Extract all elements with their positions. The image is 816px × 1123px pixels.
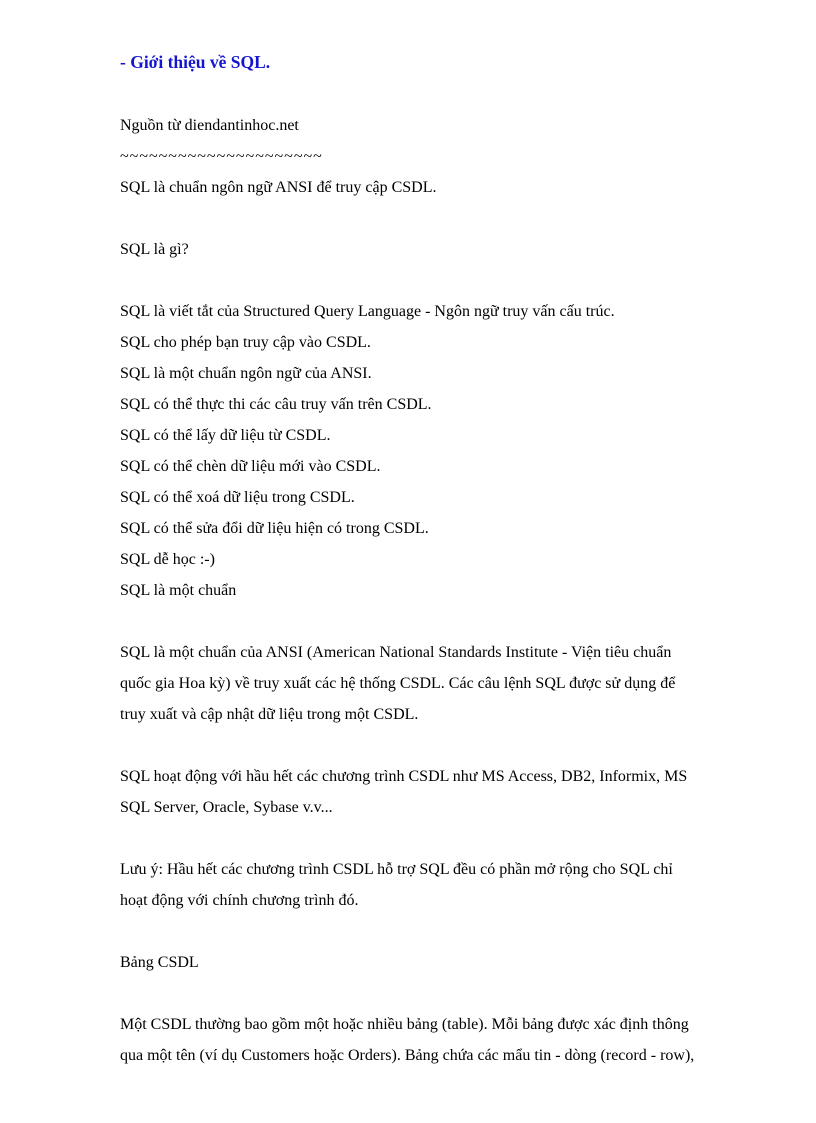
- intro-line: SQL là chuẩn ngôn ngữ ANSI để truy cập CSDL.: [120, 179, 437, 196]
- bullet-line: SQL có thể chèn dữ liệu mới vào CSDL.: [120, 458, 381, 475]
- bullet-line: SQL dễ học :-): [120, 551, 215, 568]
- bullet-line: SQL cho phép bạn truy cập vào CSDL.: [120, 334, 371, 351]
- section-heading-table: Bảng CSDL: [120, 954, 199, 971]
- document-title: - Giới thiệu về SQL.: [120, 52, 271, 72]
- bullet-line: SQL có thể sửa đổi dữ liệu hiện có trong CSDL.: [120, 520, 429, 537]
- bullet-line: SQL là viết tắt của Structured Query Language - Ngôn ngữ truy vấn cấu trúc.: [120, 303, 615, 320]
- question-line: SQL là gì?: [120, 241, 189, 258]
- separator-line: ~~~~~~~~~~~~~~~~~~~~~: [120, 148, 323, 165]
- bullet-line: SQL có thể thực thi các câu truy vấn trên CSDL.: [120, 396, 432, 413]
- bullet-line: SQL có thể xoá dữ liệu trong CSDL.: [120, 489, 355, 506]
- bullet-line: SQL có thể lấy dữ liệu từ CSDL.: [120, 427, 331, 444]
- paragraph-sql-standard: SQL là một chuẩn của ANSI (American National Standards Institute - Viện tiêu chuẩn quốc gia Hoa kỳ) về truy xuất các hệ thống CSDL. Các câu lệnh SQL được sử dụng để truy xuất và cập nhật dữ liệu trong một CSDL.: [120, 644, 676, 723]
- bullet-line: SQL là một chuẩn ngôn ngữ của ANSI.: [120, 365, 372, 382]
- paragraph-table-intro: Một CSDL thường bao gồm một hoặc nhiều bảng (table). Mỗi bảng được xác định thông qua một tên (ví dụ Customers hoặc Orders). Bảng chứa các mẩu tin - dòng (record - row),: [120, 1016, 695, 1064]
- bullet-line: SQL là một chuẩn: [120, 582, 237, 599]
- paragraph-sql-programs: SQL hoạt động với hầu hết các chương trình CSDL như MS Access, DB2, Informix, MS SQL Server, Oracle, Sybase v.v...: [120, 768, 688, 816]
- source-line: Nguồn từ diendantinhoc.net: [120, 117, 299, 134]
- paragraph-note: Lưu ý: Hầu hết các chương trình CSDL hỗ trợ SQL đều có phần mở rộng cho SQL chỉ hoạt động với chính chương trình đó.: [120, 861, 673, 909]
